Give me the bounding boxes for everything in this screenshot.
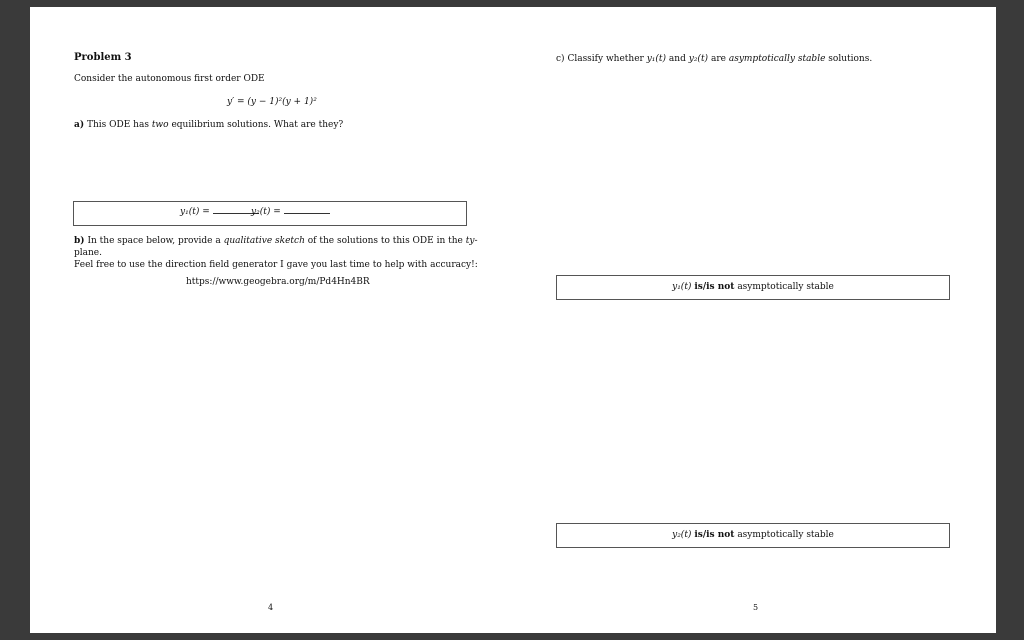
intro-text: Consider the autonomous first order ODE [74,74,265,84]
y2-stability-var: y₂(t) [672,530,692,540]
problem-title: Problem 3 [74,52,132,63]
part-b-line1-emph: qualitative sketch [223,236,305,246]
part-c-label: c) [556,54,565,64]
part-a-text-emph: two [151,120,169,130]
y1-stability-var: y₁(t) [672,282,692,292]
part-a-answer-box[interactable] [73,201,467,226]
part-a-text-before: This ODE has [86,120,149,130]
part-b-line1-end: -plane. [74,236,478,258]
part-b-label: b) [74,236,85,246]
y2-stability-box[interactable] [556,523,950,548]
part-b-line1-before: In the space below, provide a [87,236,221,246]
part-b-question [74,235,494,271]
page-number-left: 4 [268,603,274,612]
y1-stability-choice[interactable]: is/is not [694,282,735,292]
part-b-line1-emph2: ty [465,236,475,246]
part-c-are: are [710,54,726,64]
y1-stability-text [557,282,949,292]
y1-stability-rest: asymptotically stable [737,282,834,292]
part-a-question [74,120,343,130]
part-c-and: and [668,54,686,64]
part-c-question [556,54,872,64]
part-c-after: solutions. [828,54,873,64]
y1-stability-box[interactable] [556,275,950,300]
document-page [30,7,996,633]
part-c-y2: y₂(t) [688,54,709,64]
y2-stability-text [557,530,949,540]
y1-answer[interactable] [180,207,259,217]
ode-equation: y′ = (y − 1)²(y + 1)² [227,97,317,107]
y2-stability-choice[interactable]: is/is not [694,530,735,540]
part-b-line2: Feel free to use the direction field generator I gave you last time to help with accuracy!: [74,260,478,270]
part-a-text-after: equilibrium solutions. What are they? [171,120,344,130]
part-c-text-before: Classify whether [567,54,644,64]
y2-blank[interactable] [284,212,330,214]
part-c-y1: y₁(t) [646,54,667,64]
part-c-emph: asymptotically stable [728,54,826,64]
y2-stability-rest: asymptotically stable [737,530,834,540]
part-b-line1-after: of the solutions to this ODE in the [307,236,463,246]
y2-label: y₂(t) = [251,207,281,217]
geogebra-link[interactable]: https://www.geogebra.org/m/Pd4Hn4BR [186,277,370,287]
y1-label: y₁(t) = [180,207,210,217]
y2-answer[interactable] [251,207,330,217]
part-a-label: a) [74,120,85,130]
page-number-right: 5 [753,603,759,612]
